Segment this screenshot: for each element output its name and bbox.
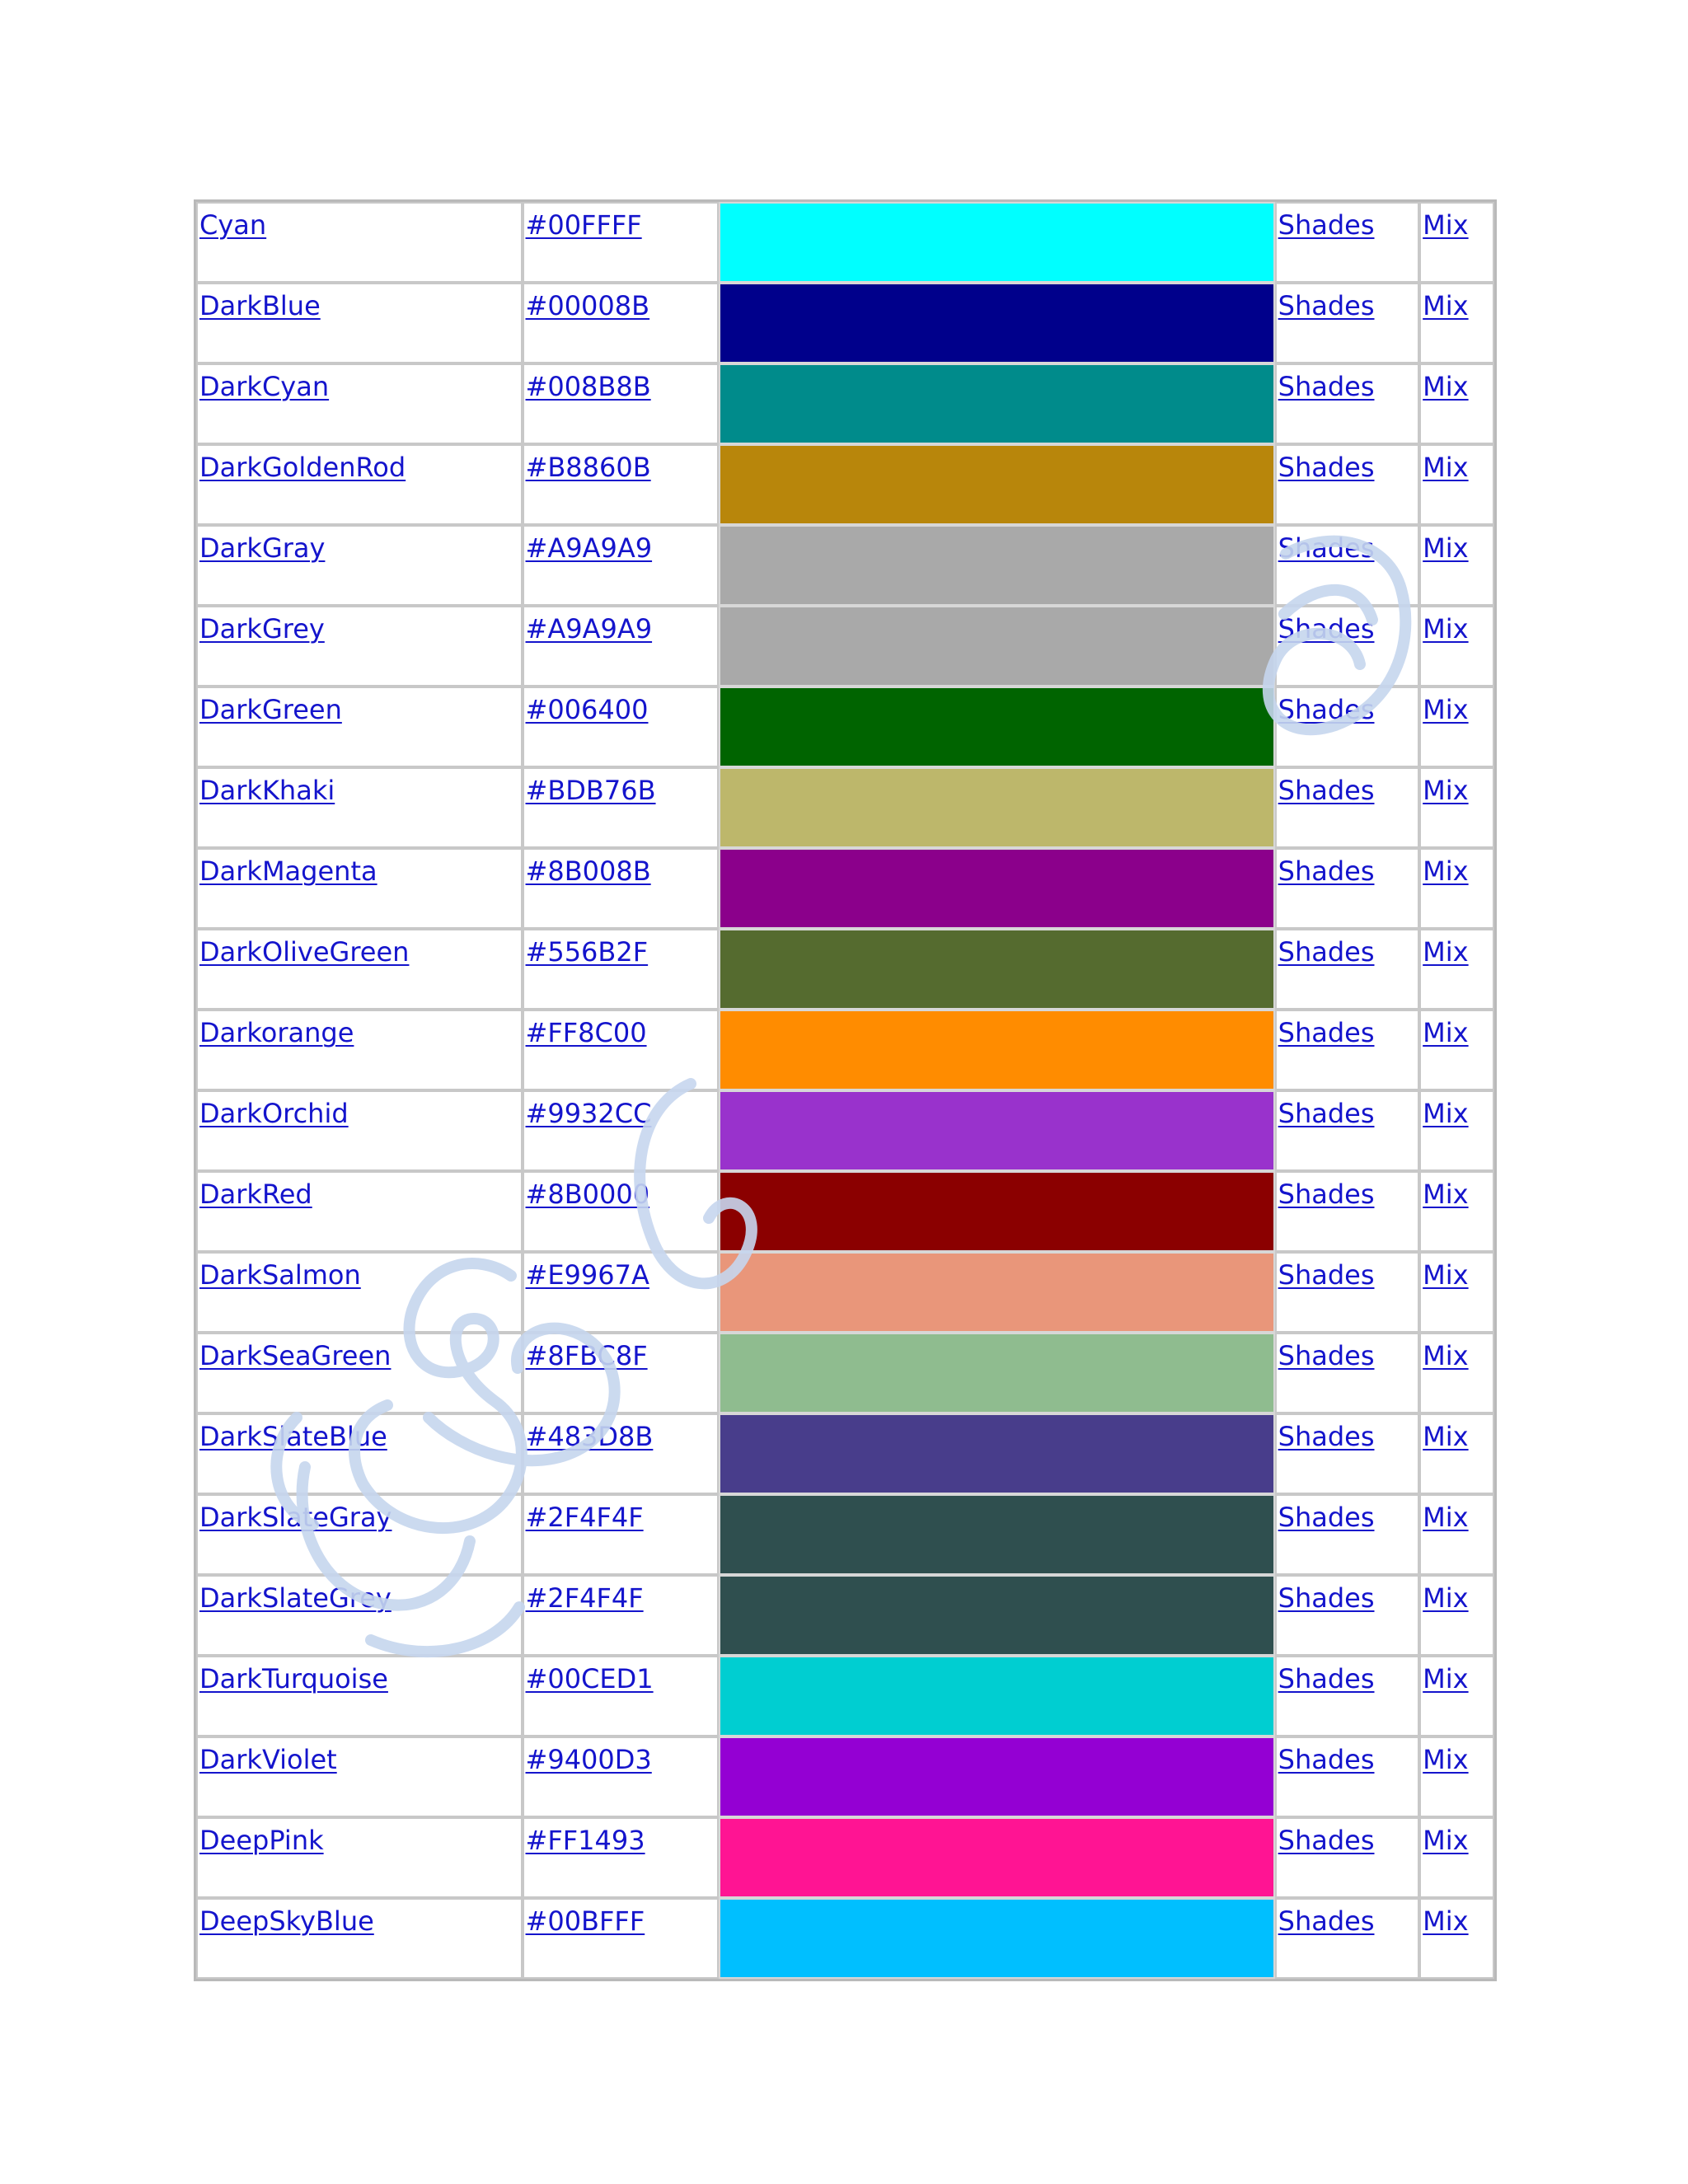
hex-code-cell xyxy=(523,606,719,687)
hex-code-link[interactable]: #2F4F4F xyxy=(525,1582,644,1614)
shades-cell xyxy=(1275,929,1420,1010)
color-name-link[interactable]: DarkGray xyxy=(199,532,326,564)
hex-code-cell xyxy=(523,1090,719,1171)
mix-cell xyxy=(1419,1333,1494,1413)
color-name-link[interactable]: DarkCyan xyxy=(199,371,330,402)
shades-cell xyxy=(1275,202,1420,283)
hex-code-link[interactable]: #E9967A xyxy=(525,1259,649,1291)
color-name-cell xyxy=(196,1090,523,1171)
color-name-cell xyxy=(196,1736,523,1817)
hex-code-cell xyxy=(523,1817,719,1898)
color-table xyxy=(194,199,1497,1981)
color-name-cell xyxy=(196,1575,523,1656)
mix-cell xyxy=(1419,1898,1494,1979)
color-name-link[interactable]: DarkBlue xyxy=(199,290,321,321)
shades-link[interactable]: Shades xyxy=(1278,1340,1375,1371)
color-swatch xyxy=(719,1494,1275,1575)
hex-code-cell xyxy=(523,1252,719,1333)
mix-link[interactable]: Mix xyxy=(1423,1663,1469,1694)
color-name-link[interactable]: DarkSlateGrey xyxy=(199,1582,392,1614)
hex-code-link[interactable]: #8FBC8F xyxy=(525,1340,648,1371)
mix-cell xyxy=(1419,202,1494,283)
color-name-link[interactable]: DarkSlateGray xyxy=(199,1502,392,1533)
color-name-link[interactable]: DarkSeaGreen xyxy=(199,1340,392,1371)
hex-code-cell xyxy=(523,1575,719,1656)
mix-link[interactable]: Mix xyxy=(1423,532,1469,564)
shades-cell xyxy=(1275,1494,1420,1575)
shades-link[interactable]: Shades xyxy=(1278,532,1375,564)
table-row xyxy=(196,1817,1494,1898)
shades-cell xyxy=(1275,363,1420,444)
shades-link[interactable]: Shades xyxy=(1278,694,1375,725)
color-swatch xyxy=(719,1333,1275,1413)
color-name-link[interactable]: DarkOliveGreen xyxy=(199,936,410,968)
table-row xyxy=(196,1010,1494,1090)
hex-code-link[interactable]: #00008B xyxy=(525,290,650,321)
color-name-link[interactable]: DarkMagenta xyxy=(199,855,377,887)
hex-code-link[interactable]: #006400 xyxy=(525,694,649,725)
color-name-link[interactable]: DarkRed xyxy=(199,1179,312,1210)
mix-link[interactable]: Mix xyxy=(1423,1017,1469,1048)
shades-link[interactable]: Shades xyxy=(1278,775,1375,806)
color-name-cell xyxy=(196,1010,523,1090)
hex-code-link[interactable]: #9932CC xyxy=(525,1098,652,1129)
color-swatch xyxy=(719,1010,1275,1090)
mix-link[interactable]: Mix xyxy=(1423,855,1469,887)
mix-link[interactable]: Mix xyxy=(1423,371,1469,402)
color-swatch xyxy=(719,1736,1275,1817)
hex-code-cell xyxy=(523,444,719,525)
color-swatch xyxy=(719,202,1275,283)
shades-link[interactable]: Shades xyxy=(1278,1744,1375,1775)
mix-link[interactable]: Mix xyxy=(1423,209,1469,241)
table-row xyxy=(196,1656,1494,1736)
mix-link[interactable]: Mix xyxy=(1423,1582,1469,1614)
table-row xyxy=(196,767,1494,848)
mix-link[interactable]: Mix xyxy=(1423,1340,1469,1371)
hex-code-cell xyxy=(523,687,719,767)
color-name-link[interactable]: DarkViolet xyxy=(199,1744,337,1775)
color-name-cell xyxy=(196,525,523,606)
hex-code-cell xyxy=(523,1736,719,1817)
color-name-cell xyxy=(196,1494,523,1575)
table-row xyxy=(196,363,1494,444)
color-swatch xyxy=(719,525,1275,606)
hex-code-link[interactable]: #FF8C00 xyxy=(525,1017,647,1048)
shades-cell xyxy=(1275,283,1420,363)
mix-cell xyxy=(1419,1575,1494,1656)
shades-cell xyxy=(1275,1252,1420,1333)
mix-cell xyxy=(1419,1010,1494,1090)
color-name-link[interactable]: DarkSalmon xyxy=(199,1259,361,1291)
hex-code-cell xyxy=(523,1898,719,1979)
color-name-link[interactable]: DeepSkyBlue xyxy=(199,1905,374,1937)
shades-link[interactable]: Shades xyxy=(1278,1259,1375,1291)
shades-cell xyxy=(1275,1171,1420,1252)
shades-cell xyxy=(1275,767,1420,848)
mix-link[interactable]: Mix xyxy=(1423,1259,1469,1291)
mix-cell xyxy=(1419,1252,1494,1333)
mix-cell xyxy=(1419,1736,1494,1817)
color-swatch xyxy=(719,1171,1275,1252)
color-swatch xyxy=(719,767,1275,848)
color-name-cell xyxy=(196,283,523,363)
shades-link[interactable]: Shades xyxy=(1278,613,1375,644)
mix-cell xyxy=(1419,848,1494,929)
hex-code-link[interactable]: #008B8B xyxy=(525,371,651,402)
hex-code-cell xyxy=(523,1494,719,1575)
color-swatch xyxy=(719,1252,1275,1333)
hex-code-link[interactable]: #8B008B xyxy=(525,855,651,887)
hex-code-link[interactable]: #556B2F xyxy=(525,936,649,968)
table-row xyxy=(196,848,1494,929)
hex-code-link[interactable]: #9400D3 xyxy=(525,1744,652,1775)
mix-cell xyxy=(1419,687,1494,767)
shades-cell xyxy=(1275,848,1420,929)
color-swatch xyxy=(719,1898,1275,1979)
color-swatch xyxy=(719,848,1275,929)
table-row xyxy=(196,1333,1494,1413)
hex-code-cell xyxy=(523,1010,719,1090)
shades-link[interactable]: Shades xyxy=(1278,855,1375,887)
hex-code-cell xyxy=(523,202,719,283)
mix-cell xyxy=(1419,363,1494,444)
table-row xyxy=(196,1171,1494,1252)
mix-link[interactable]: Mix xyxy=(1423,613,1469,644)
table-row xyxy=(196,202,1494,283)
color-name-cell xyxy=(196,848,523,929)
hex-code-cell xyxy=(523,767,719,848)
shades-link[interactable]: Shades xyxy=(1278,1017,1375,1048)
hex-code-link[interactable]: #2F4F4F xyxy=(525,1502,644,1533)
table-row xyxy=(196,929,1494,1010)
color-name-link[interactable]: DarkGrey xyxy=(199,613,325,644)
table-row xyxy=(196,606,1494,687)
mix-cell xyxy=(1419,606,1494,687)
mix-link[interactable]: Mix xyxy=(1423,775,1469,806)
color-name-link[interactable]: DarkOrchid xyxy=(199,1098,349,1129)
color-name-link[interactable]: Cyan xyxy=(199,209,267,241)
color-name-cell xyxy=(196,202,523,283)
mix-link[interactable]: Mix xyxy=(1423,1098,1469,1129)
table-row xyxy=(196,1575,1494,1656)
shades-cell xyxy=(1275,525,1420,606)
color-name-cell xyxy=(196,1817,523,1898)
hex-code-cell xyxy=(523,1413,719,1494)
shades-cell xyxy=(1275,687,1420,767)
shades-link[interactable]: Shades xyxy=(1278,936,1375,968)
shades-cell xyxy=(1275,1817,1420,1898)
mix-cell xyxy=(1419,444,1494,525)
hex-code-link[interactable]: #A9A9A9 xyxy=(525,532,653,564)
color-swatch xyxy=(719,1656,1275,1736)
shades-link[interactable]: Shades xyxy=(1278,1663,1375,1694)
table-row xyxy=(196,444,1494,525)
shades-link[interactable]: Shades xyxy=(1278,1179,1375,1210)
hex-code-cell xyxy=(523,848,719,929)
shades-link[interactable]: Shades xyxy=(1278,1502,1375,1533)
color-name-link[interactable]: Darkorange xyxy=(199,1017,354,1048)
shades-link[interactable]: Shades xyxy=(1278,371,1375,402)
table-row xyxy=(196,1252,1494,1333)
shades-cell xyxy=(1275,1736,1420,1817)
hex-code-link[interactable]: #00FFFF xyxy=(525,209,642,241)
mix-cell xyxy=(1419,767,1494,848)
hex-code-cell xyxy=(523,363,719,444)
mix-cell xyxy=(1419,1090,1494,1171)
mix-link[interactable]: Mix xyxy=(1423,1179,1469,1210)
color-name-cell xyxy=(196,1171,523,1252)
color-name-link[interactable]: DarkKhaki xyxy=(199,775,335,806)
color-swatch xyxy=(719,444,1275,525)
table-row xyxy=(196,1898,1494,1979)
hex-code-link[interactable]: #BDB76B xyxy=(525,775,656,806)
color-swatch xyxy=(719,1413,1275,1494)
table-row xyxy=(196,283,1494,363)
color-name-link[interactable]: DarkSlateBlue xyxy=(199,1421,387,1452)
shades-cell xyxy=(1275,1656,1420,1736)
table-row xyxy=(196,1413,1494,1494)
color-name-cell xyxy=(196,767,523,848)
shades-link[interactable]: Shades xyxy=(1278,1905,1375,1937)
hex-code-cell xyxy=(523,1333,719,1413)
hex-code-cell xyxy=(523,525,719,606)
shades-cell xyxy=(1275,1413,1420,1494)
shades-cell xyxy=(1275,1010,1420,1090)
mix-cell xyxy=(1419,1413,1494,1494)
color-name-cell xyxy=(196,1656,523,1736)
mix-cell xyxy=(1419,1656,1494,1736)
color-name-cell xyxy=(196,1252,523,1333)
color-swatch xyxy=(719,1575,1275,1656)
mix-cell xyxy=(1419,525,1494,606)
shades-link[interactable]: Shades xyxy=(1278,452,1375,483)
mix-link[interactable]: Mix xyxy=(1423,936,1469,968)
shades-link[interactable]: Shades xyxy=(1278,290,1375,321)
color-swatch xyxy=(719,1090,1275,1171)
hex-code-link[interactable]: #FF1493 xyxy=(525,1825,645,1856)
shades-link[interactable]: Shades xyxy=(1278,209,1375,241)
shades-cell xyxy=(1275,1575,1420,1656)
color-swatch xyxy=(719,929,1275,1010)
color-name-link[interactable]: DarkGoldenRod xyxy=(199,452,406,483)
mix-cell xyxy=(1419,1494,1494,1575)
mix-link[interactable]: Mix xyxy=(1423,290,1469,321)
mix-link[interactable]: Mix xyxy=(1423,452,1469,483)
color-swatch xyxy=(719,363,1275,444)
mix-link[interactable]: Mix xyxy=(1423,1744,1469,1775)
color-name-cell xyxy=(196,1333,523,1413)
mix-cell xyxy=(1419,283,1494,363)
color-swatch xyxy=(719,283,1275,363)
shades-cell xyxy=(1275,1090,1420,1171)
hex-code-link[interactable]: #8B0000 xyxy=(525,1179,650,1210)
table-row xyxy=(196,1090,1494,1171)
mix-link[interactable]: Mix xyxy=(1423,694,1469,725)
hex-code-link[interactable]: #B8860B xyxy=(525,452,651,483)
table-row xyxy=(196,1494,1494,1575)
table-row xyxy=(196,525,1494,606)
mix-link[interactable]: Mix xyxy=(1423,1825,1469,1856)
hex-code-cell xyxy=(523,283,719,363)
mix-cell xyxy=(1419,1171,1494,1252)
color-name-link[interactable]: DeepPink xyxy=(199,1825,324,1856)
shades-link[interactable]: Shades xyxy=(1278,1098,1375,1129)
mix-cell xyxy=(1419,929,1494,1010)
hex-code-cell xyxy=(523,1171,719,1252)
shades-cell xyxy=(1275,444,1420,525)
shades-cell xyxy=(1275,606,1420,687)
color-name-cell xyxy=(196,444,523,525)
shades-cell xyxy=(1275,1898,1420,1979)
color-swatch xyxy=(719,606,1275,687)
color-name-cell xyxy=(196,1898,523,1979)
hex-code-link[interactable]: #00BFFF xyxy=(525,1905,645,1937)
color-name-cell xyxy=(196,1413,523,1494)
color-name-cell xyxy=(196,929,523,1010)
shades-link[interactable]: Shades xyxy=(1278,1825,1375,1856)
mix-link[interactable]: Mix xyxy=(1423,1905,1469,1937)
color-swatch xyxy=(719,1817,1275,1898)
shades-cell xyxy=(1275,1333,1420,1413)
color-name-cell xyxy=(196,606,523,687)
shades-link[interactable]: Shades xyxy=(1278,1582,1375,1614)
color-name-cell xyxy=(196,363,523,444)
color-name-link[interactable]: DarkGreen xyxy=(199,694,342,725)
shades-link[interactable]: Shades xyxy=(1278,1421,1375,1452)
color-rows xyxy=(196,202,1494,1979)
mix-cell xyxy=(1419,1817,1494,1898)
hex-code-cell xyxy=(523,929,719,1010)
table-row xyxy=(196,1736,1494,1817)
color-name-link[interactable]: DarkTurquoise xyxy=(199,1663,388,1694)
mix-link[interactable]: Mix xyxy=(1423,1502,1469,1533)
table-row xyxy=(196,687,1494,767)
hex-code-link[interactable]: #00CED1 xyxy=(525,1663,654,1694)
mix-link[interactable]: Mix xyxy=(1423,1421,1469,1452)
color-swatch xyxy=(719,687,1275,767)
hex-code-link[interactable]: #A9A9A9 xyxy=(525,613,653,644)
hex-code-cell xyxy=(523,1656,719,1736)
hex-code-link[interactable]: #483D8B xyxy=(525,1421,654,1452)
color-name-cell xyxy=(196,687,523,767)
